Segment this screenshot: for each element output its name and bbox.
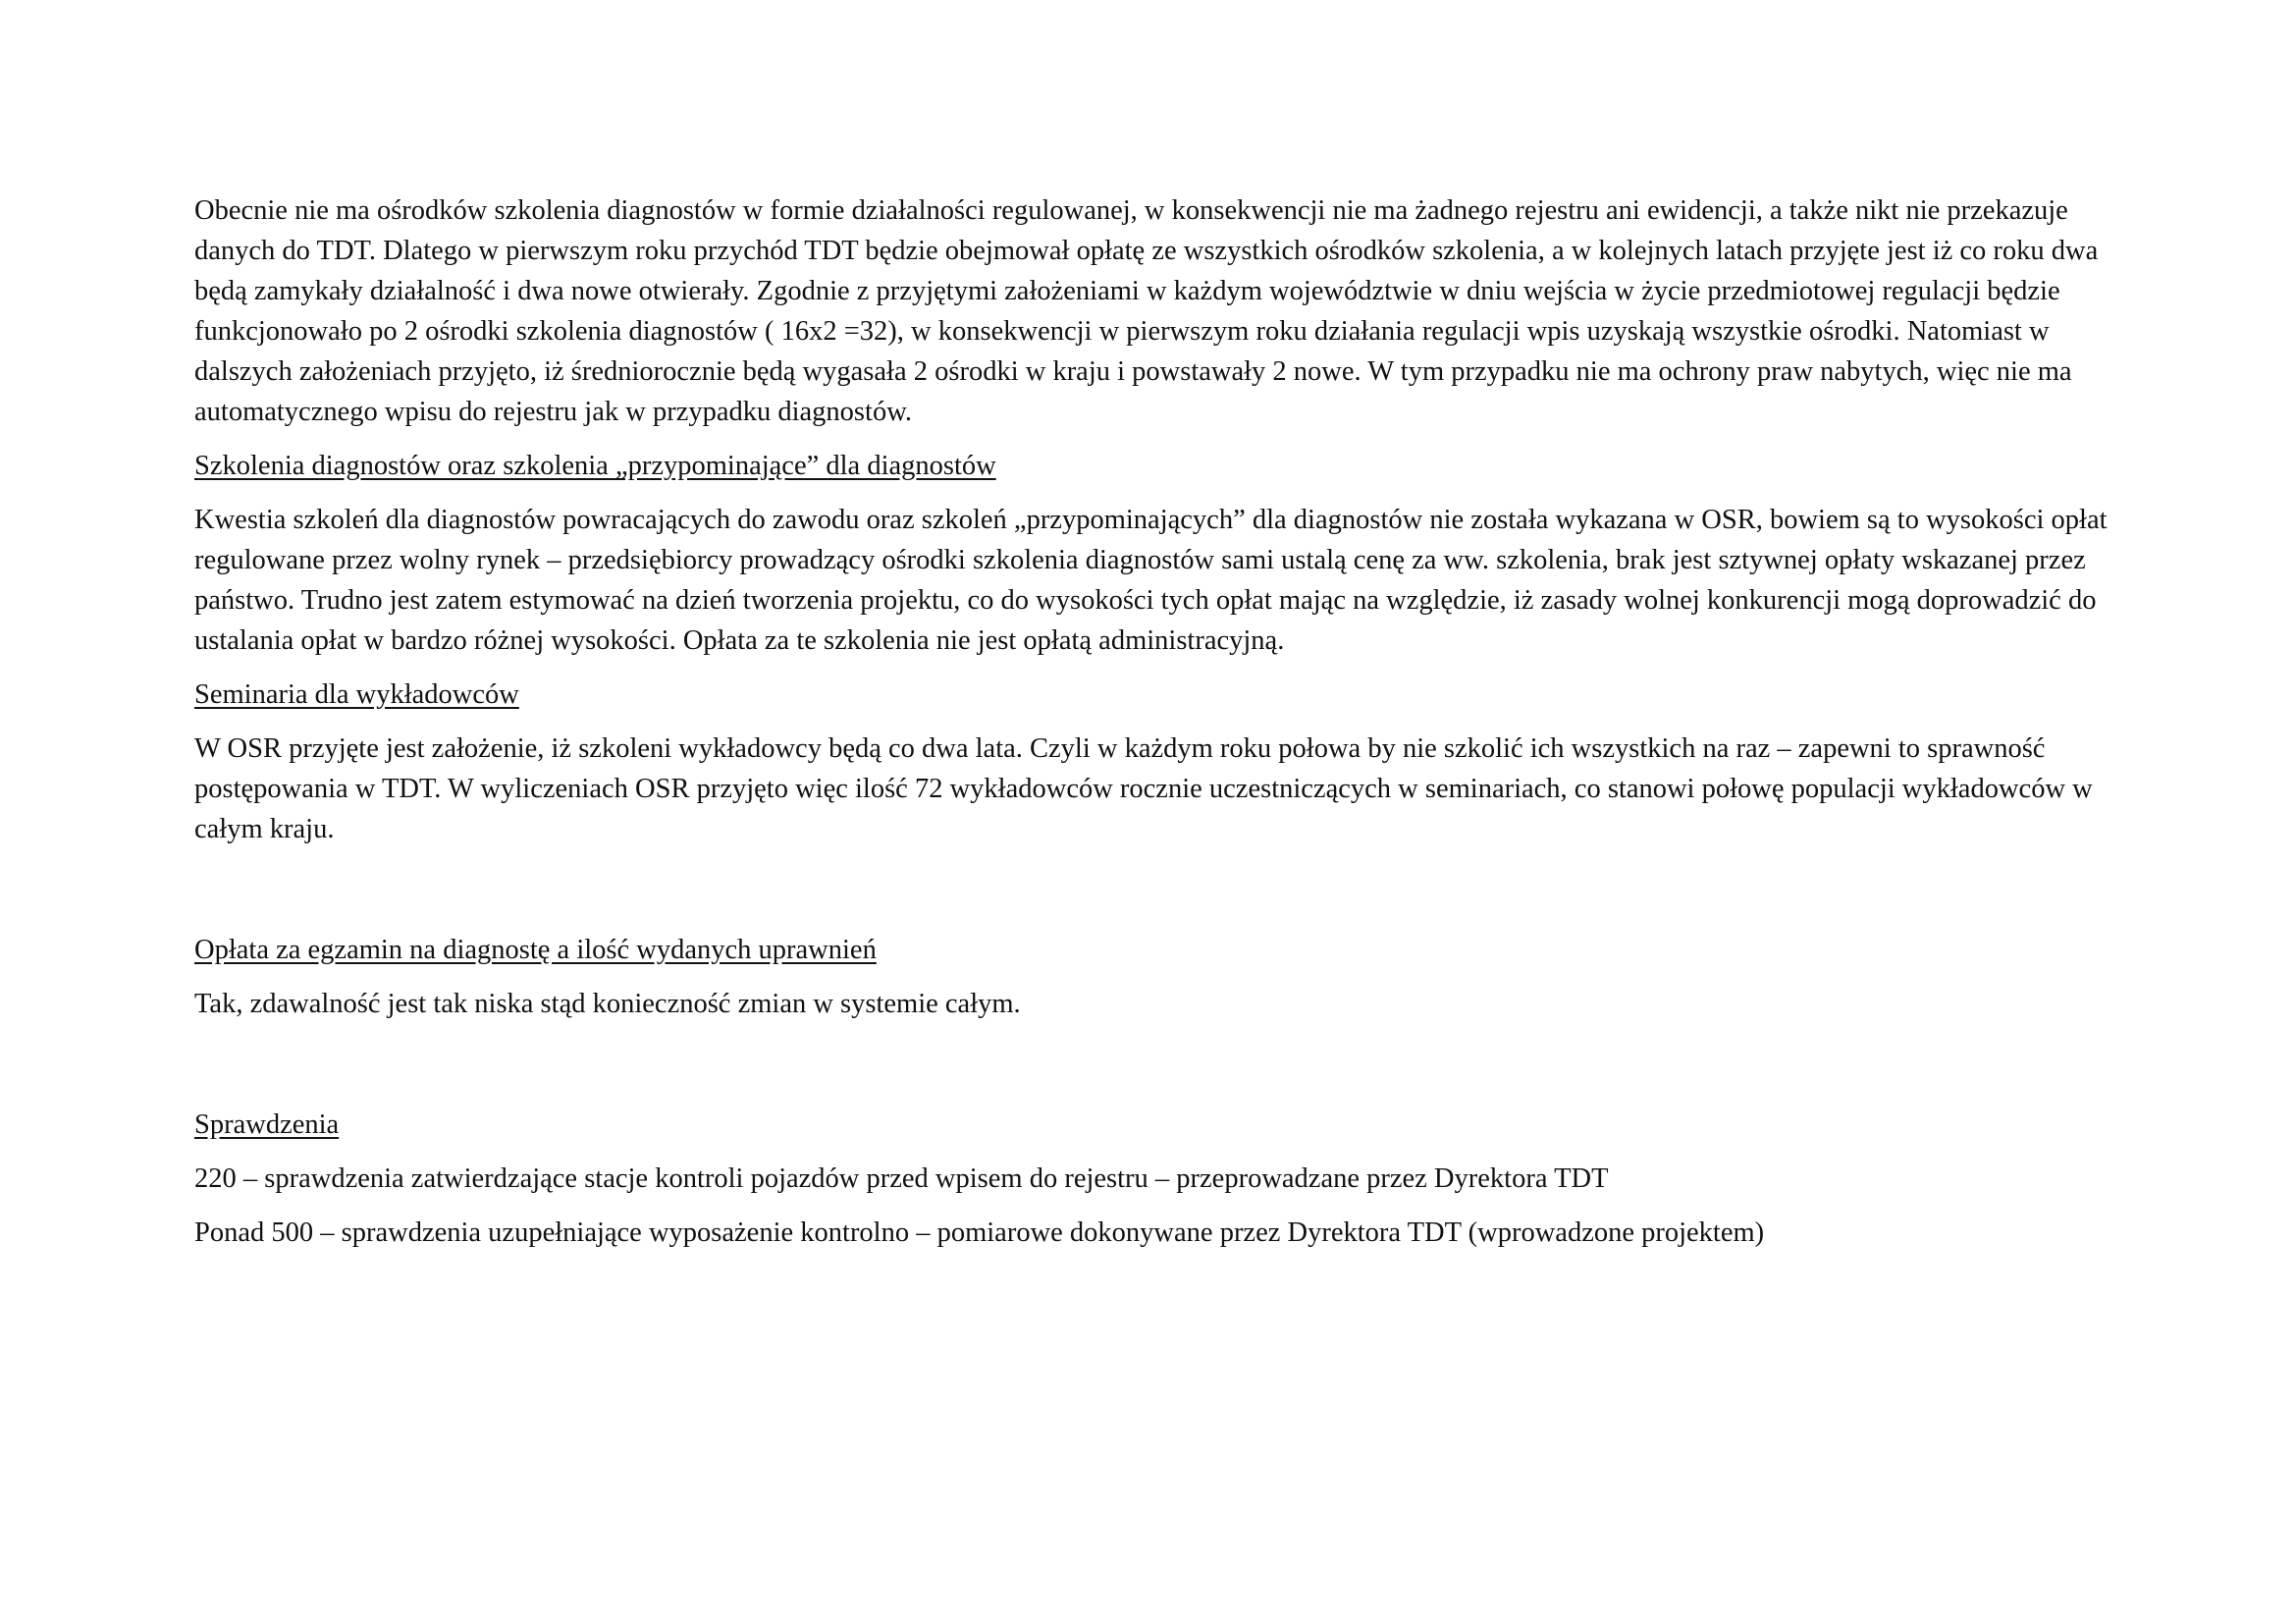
- section-heading-seminars: Seminaria dla wykładowców: [194, 679, 519, 710]
- spacer: [194, 863, 2118, 930]
- section-heading-checks: Sprawdzenia: [194, 1109, 340, 1140]
- section-text-exam: Tak, zdawalność jest tak niska stąd konieczność zmian w systemie całym.: [194, 989, 1021, 1019]
- section-heading-exam: Opłata za egzamin na diagnostę a ilość wydanych uprawnień: [194, 935, 877, 965]
- document-body: [194, 190, 2118, 1267]
- section-heading-training: Szkolenia diagnostów oraz szkolenia „przypominające” dla diagnostów: [194, 451, 996, 481]
- spacer: [194, 1038, 2118, 1105]
- section-text-seminars: W OSR przyjęte jest założenie, iż szkoleni wykładowcy będą co dwa lata. Czyli w każdym roku połowa by nie szkolić ich wszystkich na raz – zapewni to sprawność postępowania w TDT. W wyliczeniach OSR przyjęto więc ilość 72 wykładowców rocznie uczestniczących w seminariach, co stanowi połowę populacji wykładowców w całym kraju.: [194, 733, 2093, 844]
- checks-line-approval: 220 – sprawdzenia zatwierdzające stacje kontroli pojazdów przed wpisem do rejestru – przeprowadzane przez Dyrektora TDT: [194, 1163, 1609, 1194]
- section-text-training: Kwestia szkoleń dla diagnostów powracających do zawodu oraz szkoleń „przypominających” dla diagnostów nie została wykazana w OSR, bowiem są to wysokości opłat regulowane przez wolny rynek – przedsiębiorcy prowadzący ośrodki szkolenia diagnostów sami ustalą cenę za ww. szkolenia, brak jest sztywnej opłaty wskazanej przez państwo. Trudno jest zatem estymować na dzień tworzenia projektu, co do wysokości tych opłat mając na względzie, iż zasady wolnej konkurencji mogą doprowadzić do ustalania opłat w bardzo różnej wysokości. Opłata za te szkolenia nie jest opłatą administracyjną.: [194, 505, 2108, 656]
- checks-line-supplementary: Ponad 500 – sprawdzenia uzupełniające wyposażenie kontrolno – pomiarowe dokonywane przez Dyrektora TDT (wprowadzone projektem): [194, 1217, 1765, 1248]
- intro-paragraph: Obecnie nie ma ośrodków szkolenia diagnostów w formie działalności regulowanej, w konsekwencji nie ma żadnego rejestru ani ewidencji, a także nikt nie przekazuje danych do TDT. Dlatego w pierwszym roku przychód TDT będzie obejmował opłatę ze wszystkich ośrodków szkolenia, a w kolejnych latach przyjęte jest iż co roku dwa będą zamykały działalność i dwa nowe otwierały. Zgodnie z przyjętymi założeniami w każdym województwie w dniu wejścia w życie przedmiotowej regulacji będzie funkcjonowało po 2 ośrodki szkolenia diagnostów ( 16x2 =32), w konsekwencji w pierwszym roku działania regulacji wpis uzyskają wszystkie ośrodki. Natomiast w dalszych założeniach przyjęto, iż średniorocznie będą wygasała 2 ośrodki w kraju i powstawały 2 nowe. W tym przypadku nie ma ochrony praw nabytych, więc nie ma automatycznego wpisu do rejestru jak w przypadku diagnostów.: [194, 195, 2099, 427]
